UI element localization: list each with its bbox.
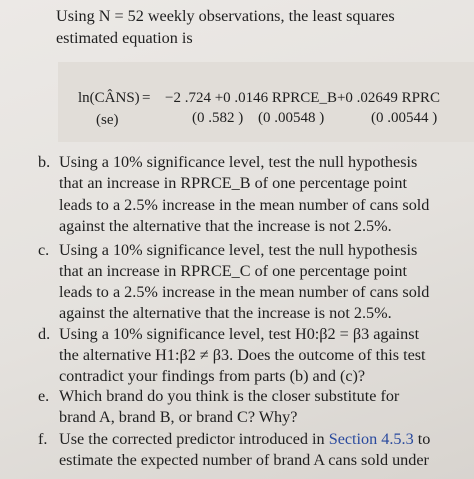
item-f-line: estimate the expected number of brand A cans sold under	[59, 451, 429, 469]
item-c-line: leads to a 2.5% increase in the mean number of cans sold	[59, 283, 430, 301]
intro-line-1: Using N = 52 weekly observations, the least squares	[56, 7, 395, 25]
item-b-line: that an increase in RPRCE_B of one percentage point	[59, 174, 407, 192]
equation-lhs: ln(CÂNS)	[78, 90, 140, 106]
item-label-c: c.	[38, 241, 50, 259]
item-c-line: Using a 10% significance level, test the null hypothesis	[59, 241, 418, 259]
item-label-b: b.	[38, 153, 51, 171]
item-label-e: e.	[38, 387, 50, 405]
item-label-d: d.	[38, 325, 51, 343]
item-c-line: against the alternative that the increase is not 2.5%.	[59, 304, 392, 322]
item-b-line: leads to a 2.5% increase in the mean number of cans sold	[59, 196, 430, 214]
item-b-line: Using a 10% significance level, test the null hypothesis	[59, 153, 418, 171]
item-e-line: Which brand do you think is the closer substitute for	[59, 387, 400, 405]
intro-line-2: estimated equation is	[56, 29, 193, 47]
item-d-line: contradict your findings from parts (b) and (c)?	[59, 367, 366, 385]
section-link[interactable]: Section 4.5.3	[328, 430, 414, 448]
item-f-text-before-link: Use the corrected predictor introduced in Section 4.5.3 to	[59, 430, 431, 448]
equation-rhs: −2 .724 +0 .0146 RPRCE_B+0 .02649 RPRC	[165, 90, 441, 106]
item-d-line: Using a 10% significance level, test H0:β2 = β3 against	[59, 325, 420, 343]
se-value: (0 .00548 )	[258, 110, 325, 126]
item-b-line: against the alternative that the increase is not 2.5%.	[59, 217, 392, 235]
se-label: (se)	[96, 112, 119, 128]
equation-equals: =	[142, 90, 151, 106]
item-d-line: the alternative H1:β2 ≠ β3. Does the outcome of this test	[59, 346, 426, 364]
item-label-f: f.	[38, 430, 48, 448]
se-value: (0 .00544 )	[371, 110, 438, 126]
item-f-line	[59, 429, 430, 449]
se-value: (0 .582 )	[192, 110, 244, 126]
item-c-line: that an increase in RPRCE_C of one percentage point	[59, 262, 407, 280]
item-e-line: brand A, brand B, or brand C? Why?	[59, 408, 298, 426]
